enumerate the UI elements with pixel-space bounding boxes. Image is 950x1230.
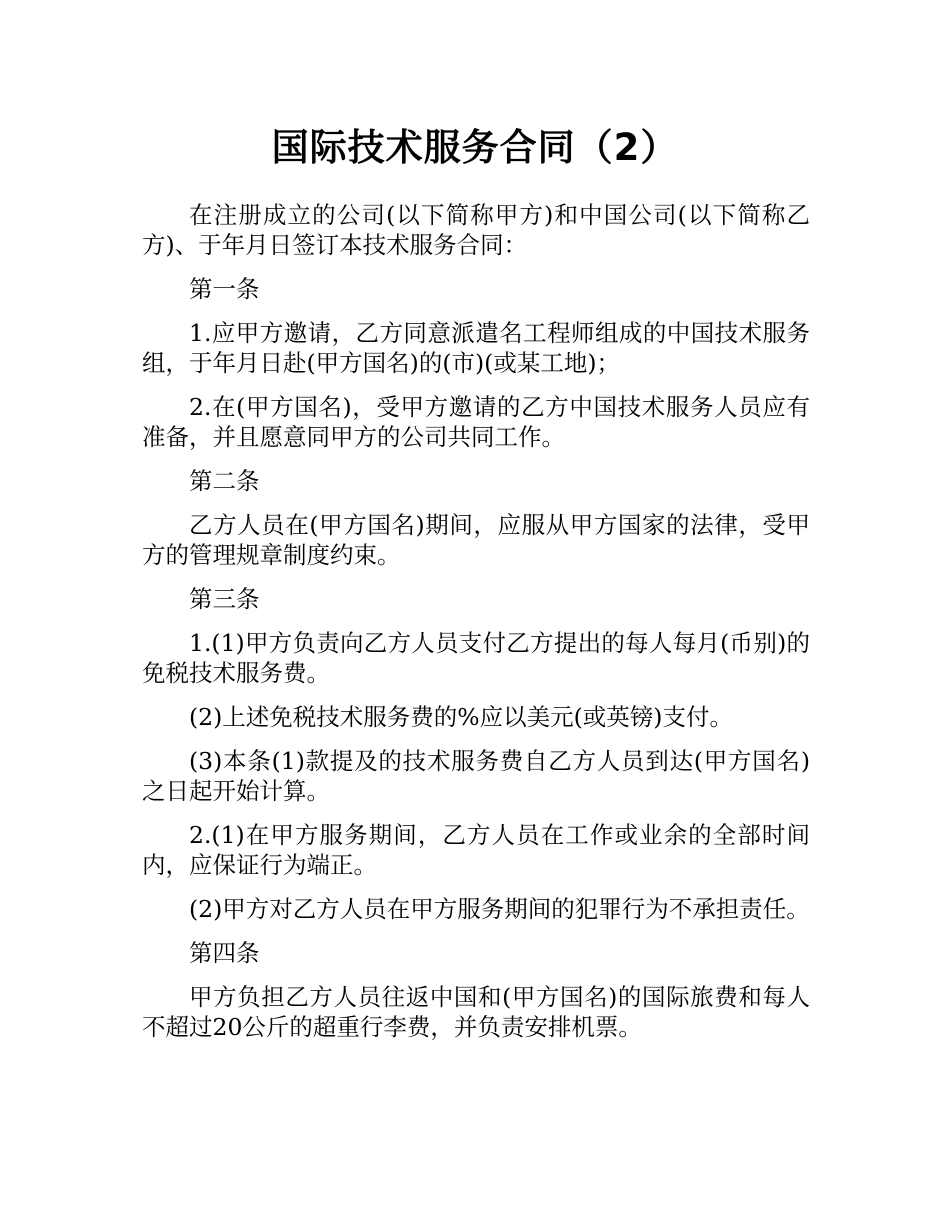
article-heading: 第一条 <box>189 275 260 303</box>
clause-paragraph: (2)甲方对乙方人员在甲方服务期间的犯罪行为不承担责任。 <box>189 895 810 923</box>
clause-paragraph: (2)上述免税技术服务费的%应以美元(或英镑)支付。 <box>189 703 733 731</box>
clause-paragraph: 甲方负担乙方人员往返中国和(甲方国名)的国际旅费和每人不超过20公斤的超重行李费，并负责安排机票。 <box>142 983 810 1041</box>
article-heading: 第三条 <box>189 585 260 613</box>
intro-paragraph: 在注册成立的公司(以下简称甲方)和中国公司(以下简称乙方)、于年月日签订本技术服务合同： <box>142 201 810 259</box>
article-heading: 第二条 <box>189 467 260 495</box>
clause-paragraph: (3)本条(1)款提及的技术服务费自乙方人员到达(甲方国名)之日起开始计算。 <box>142 747 810 805</box>
clause-paragraph: 2.在(甲方国名)，受甲方邀请的乙方中国技术服务人员应有准备，并且愿意同甲方的公司共同工作。 <box>142 393 810 451</box>
clause-paragraph: 1.应甲方邀请，乙方同意派遣名工程师组成的中国技术服务组，于年月日赴(甲方国名)的(市)(或某工地)； <box>142 319 810 377</box>
document-title: 国际技术服务合同（2） <box>271 126 679 169</box>
clause-paragraph: 乙方人员在(甲方国名)期间，应服从甲方国家的法律，受甲方的管理规章制度约束。 <box>142 511 810 569</box>
document-body <box>142 200 810 1056</box>
article-heading: 第四条 <box>189 939 260 967</box>
clause-paragraph: 2.(1)在甲方服务期间，乙方人员在工作或业余的全部时间内，应保证行为端正。 <box>142 821 810 879</box>
clause-paragraph: 1.(1)甲方负责向乙方人员支付乙方提出的每人每月(币别)的免税技术服务费。 <box>142 629 810 687</box>
